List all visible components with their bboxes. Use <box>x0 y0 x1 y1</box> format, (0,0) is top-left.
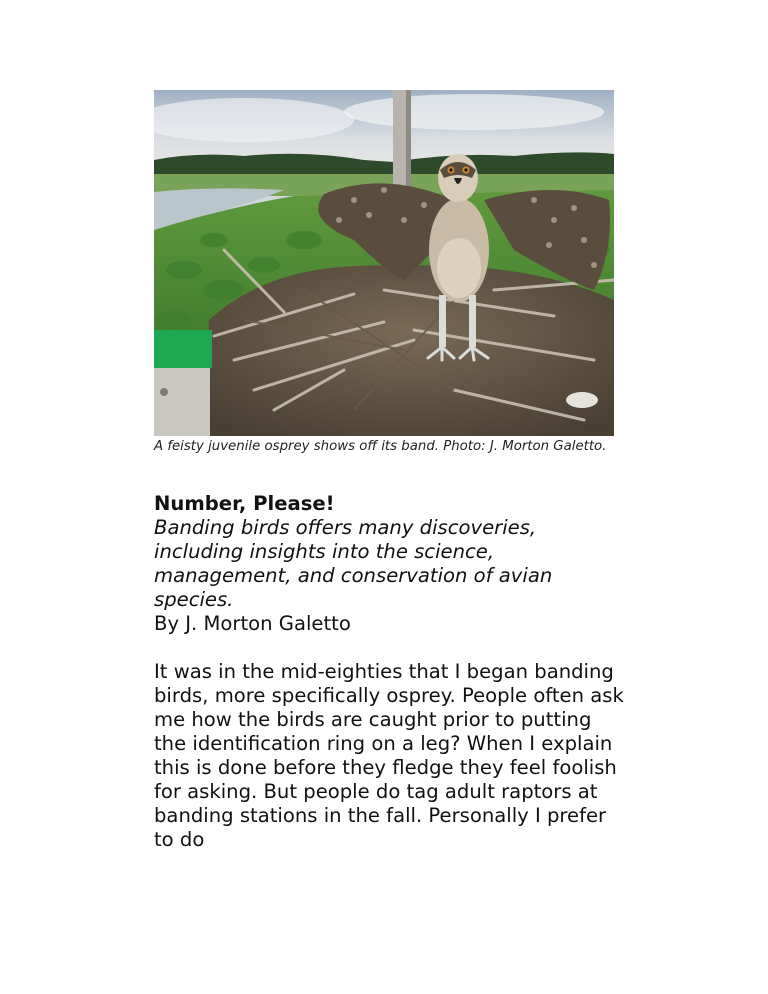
article-subtitle: Banding birds offers many discoveries, including insights into the science, management, and conservation of avian species. <box>154 516 553 611</box>
article-byline: By J. Morton Galetto <box>154 612 351 635</box>
osprey-photo <box>154 90 614 436</box>
article-title: Number, Please! <box>154 492 335 515</box>
article-body: It was in the mid-eighties that I began banding birds, more specifically osprey. People often ask me how the birds are caught prior to putting the identification ring on a leg? When I explain this is done before they fledge they feel foolish for asking. But people do tag adult raptors at banding stations in the fall. Personally I prefer to do <box>154 660 624 851</box>
article <box>154 492 624 852</box>
photo-caption: A feisty juvenile osprey shows off its band. Photo: J. Morton Galetto. <box>154 439 607 454</box>
